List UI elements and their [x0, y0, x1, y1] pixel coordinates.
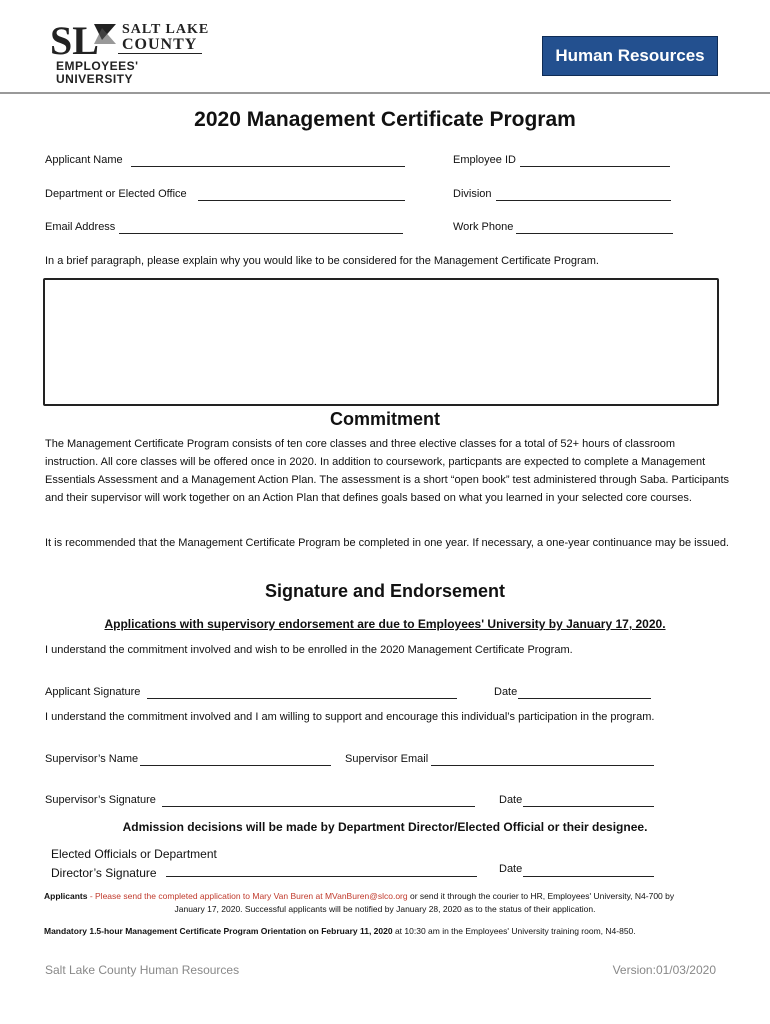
department-label: Department or Elected Office — [45, 188, 187, 200]
orientation-rest: at 10:30 am in the Employees' University training room, N4-850. — [392, 926, 636, 936]
applicant-signature-label: Applicant Signature — [45, 686, 141, 698]
orientation-notice — [44, 926, 744, 936]
notification-text: January 17, 2020. Successful applicants will be notified by January 28, 2020 as to the status of their application. — [174, 904, 596, 914]
applicant-signature-field[interactable] — [147, 686, 457, 699]
employee-id-label: Employee ID — [453, 154, 516, 166]
department-field[interactable] — [198, 188, 405, 201]
applicant-date-label: Date — [494, 686, 518, 698]
logo-line-4: UNIVERSITY — [56, 72, 134, 86]
supervisor-signature-label: Supervisor’s Signature — [45, 794, 156, 806]
supervisor-date-field[interactable] — [523, 794, 654, 807]
work-phone-field[interactable] — [516, 221, 673, 234]
division-label: Division — [453, 188, 492, 200]
director-date-field[interactable] — [523, 864, 654, 877]
logo-line-2: COUNTY — [122, 36, 198, 53]
supervisor-date-label: Date — [499, 794, 523, 806]
submission-email-text: Please send the completed application to Mary Van Buren at MVanBuren@slco.org — [95, 891, 408, 901]
supervisor-commitment-statement: I understand the commitment involved and I am willing to support and encourage this individual’s participation in the program. — [45, 711, 655, 723]
submission-instructions — [44, 889, 734, 904]
email-label: Email Address — [45, 221, 116, 233]
logo-line-3: EMPLOYEES' — [56, 59, 139, 73]
supervisor-name-field[interactable] — [140, 753, 331, 766]
logo-subtitle — [56, 60, 139, 86]
header-divider — [0, 92, 770, 94]
director-signature-field[interactable] — [166, 864, 477, 877]
director-label-line-1: Elected Officials or Department — [51, 847, 217, 861]
signature-heading: Signature and Endorsement — [264, 581, 506, 601]
orientation-bold: Mandatory 1.5-hour Management Certificate Program Orientation on February 11, 2020 — [44, 926, 393, 936]
commitment-heading: Commitment — [329, 409, 440, 429]
supervisor-email-field[interactable] — [431, 753, 654, 766]
employee-id-field[interactable] — [520, 154, 670, 167]
logo-divider — [118, 53, 202, 54]
logo-letters: SL — [50, 20, 99, 60]
explanation-textarea[interactable] — [43, 278, 719, 406]
county-logo-icon — [50, 20, 120, 60]
footer-organization: Salt Lake County Human Resources — [45, 963, 240, 977]
supervisor-name-label: Supervisor’s Name — [45, 753, 139, 765]
email-field[interactable] — [119, 221, 403, 234]
applicant-commitment-statement: I understand the commitment involved and wish to be enrolled in the 2020 Management Certificate Program. — [45, 644, 573, 656]
applicant-name-field[interactable] — [131, 154, 405, 167]
admission-notice: Admission decisions will be made by Department Director/Elected Official or their designee. — [122, 820, 648, 834]
submission-courier-text: or send it through the courier to HR, Employees' University, N4-700 by — [407, 891, 675, 901]
human-resources-badge: Human Resources — [542, 36, 718, 76]
commitment-paragraph: The Management Certificate Program consists of ten core classes and three elective classes for a total of 52+ hours of classroom instruction. All core classes will be offered once in 2020. In addition to coursework, particpants are expected to complete a Management Essentials Assessment and a Management Action Plan. The assessment is a short “open book” test administered through Saba. Participants and their supervisor will work together on an Action Plan that defines goals based on what you learned in your selected core courses. — [45, 438, 730, 504]
explanation-prompt: In a brief paragraph, please explain why you would like to be considered for the Management Certificate Program. — [45, 255, 599, 267]
applicants-label: Applicants — [44, 891, 88, 901]
applicant-name-label: Applicant Name — [45, 154, 123, 166]
page-title: 2020 Management Certificate Program — [194, 108, 576, 131]
due-date-notice: Applications with supervisory endorsement are due to Employees' University by January 17, 2020. — [104, 617, 666, 631]
work-phone-label: Work Phone — [453, 221, 514, 233]
division-field[interactable] — [496, 188, 671, 201]
director-date-label: Date — [499, 863, 523, 875]
supervisor-signature-field[interactable] — [162, 794, 475, 807]
applicants-separator: - — [87, 891, 96, 901]
director-label-line-2: Director’s Signature — [51, 866, 157, 880]
logo-line-1: SALT LAKE — [122, 22, 210, 37]
applicant-date-field[interactable] — [518, 686, 651, 699]
continuance-paragraph: It is recommended that the Management Certificate Program be completed in one year. If necessary, a one-year continuance may be issued. — [45, 537, 729, 549]
footer-version: Version:01/03/2020 — [612, 963, 716, 977]
supervisor-email-label: Supervisor Email — [345, 753, 429, 765]
